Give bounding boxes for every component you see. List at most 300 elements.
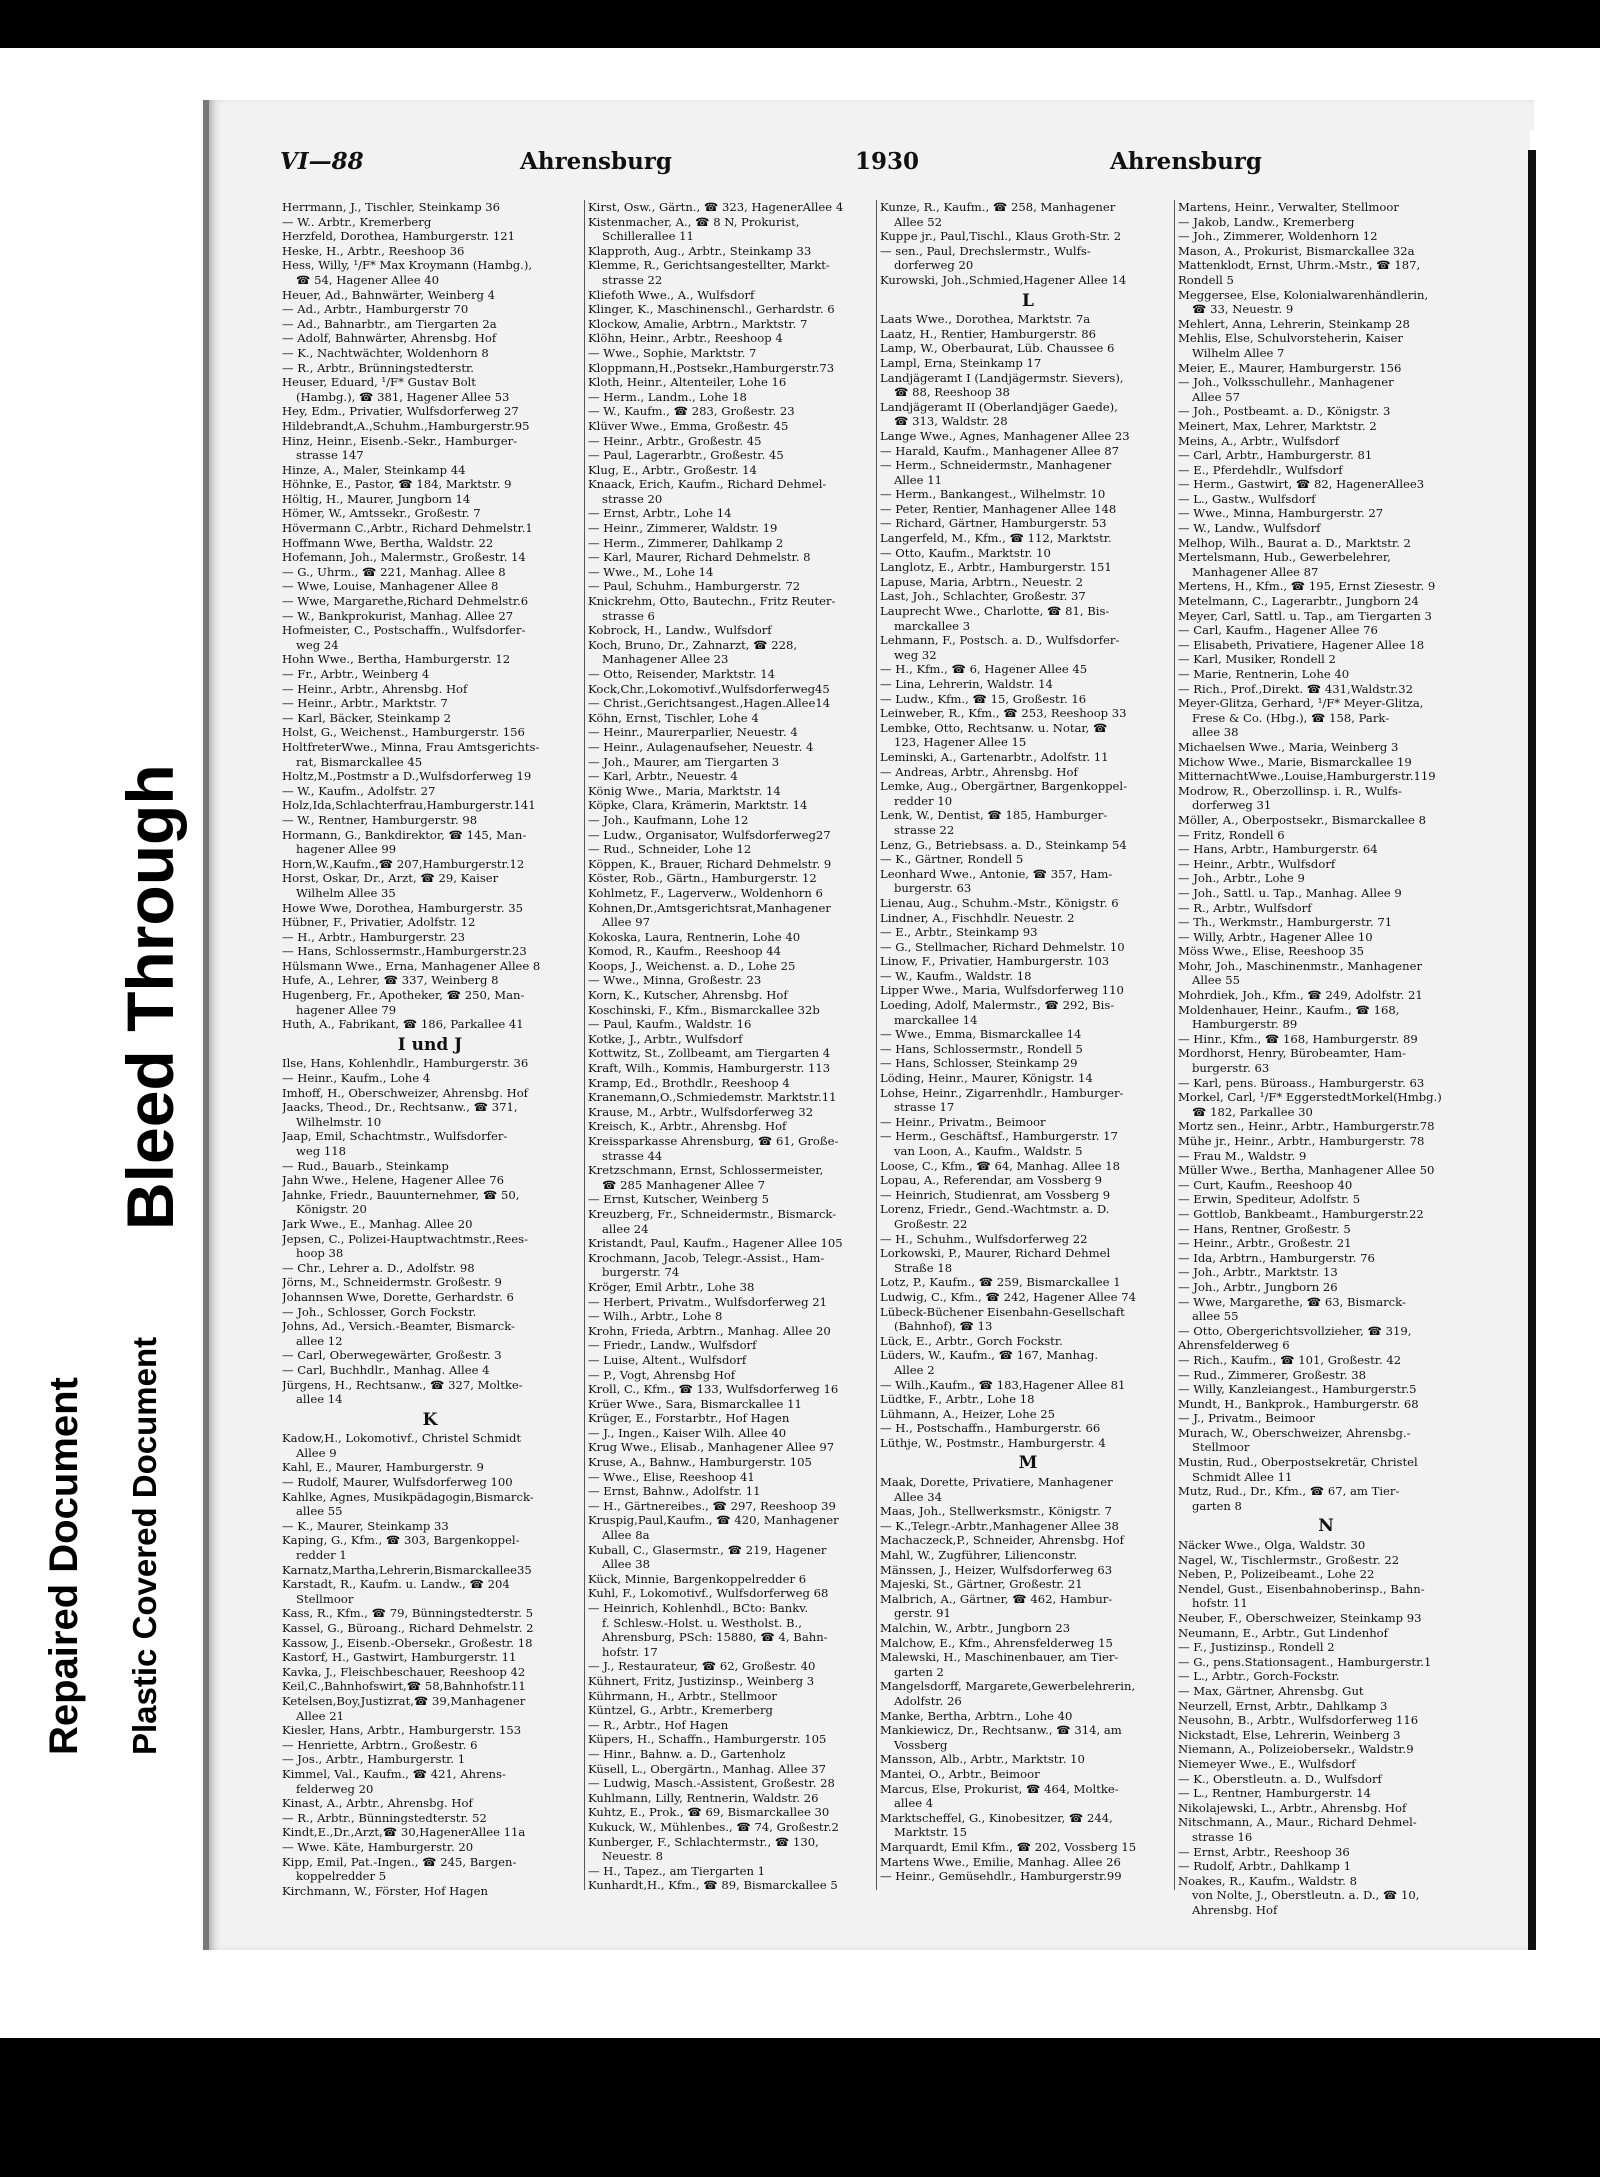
directory-entry: Lenk, W., Dentist, ☎ 185, Hamburger-: [880, 808, 1108, 823]
directory-entry: Johannsen Wwe, Dorette, Gerhardstr. 6: [282, 1289, 514, 1304]
section-heading: K: [422, 1409, 438, 1430]
directory-entry: redder 10: [894, 793, 953, 808]
directory-entry: Mohrdiek, Joh., Kfm., ☎ 249, Adolfstr. 21: [1178, 988, 1423, 1003]
directory-entry: — Fr., Arbtr., Weinberg 4: [282, 667, 430, 681]
directory-entry: Jepsen, C., Polizei-Hauptwachtmstr.,Rees-: [282, 1231, 528, 1246]
directory-entry: Königstr. 20: [296, 1202, 367, 1217]
directory-entry: Mutz, Rud., Dr., Kfm., ☎ 67, am Tier-: [1178, 1484, 1400, 1499]
directory-entry: Noakes, R., Kaufm., Waldstr. 8: [1178, 1873, 1357, 1888]
directory-entry: Kuball, C., Glasermstr., ☎ 219, Hagener: [588, 1542, 827, 1557]
directory-entry: Kreisch, K., Arbtr., Ahrensbg. Hof: [588, 1119, 787, 1134]
directory-entry: Leminski, A., Gartenarbtr., Adolfstr. 11: [880, 749, 1109, 764]
directory-entry: — Hans, Arbtr., Hamburgerstr. 64: [1178, 842, 1378, 857]
directory-entry: hagener Allee 99: [296, 842, 397, 857]
directory-entry: Meyer, Carl, Sattl. u. Tap., am Tiergarten 3: [1178, 608, 1432, 623]
directory-entry: Majeski, St., Gärtner, Großestr. 21: [880, 1577, 1083, 1592]
directory-entry: Wilhelm Allee 35: [296, 885, 396, 900]
directory-entry: Klemme, R., Gerichtsangestellter, Markt-: [588, 258, 830, 273]
directory-entry: Herrmann, J., Tischler, Steinkamp 36: [282, 200, 501, 214]
directory-entry: Mankiewicz, Dr., Rechtsanw., ☎ 314, am: [880, 1723, 1122, 1738]
directory-entry: f. Schlesw.-Holst. u. Westholst. B.,: [602, 1615, 802, 1630]
page-gutter: [1528, 150, 1536, 1950]
directory-entry: — Peter, Rentier, Manhagener Allee 148: [880, 501, 1117, 516]
directory-entry: Neurzell, Ernst, Arbtr., Dahlkamp 3: [1178, 1698, 1388, 1713]
directory-entry: — Rud., Schneider, Lohe 12: [588, 842, 752, 857]
directory-entry: Kotke, J., Arbtr., Wulfsdorf: [588, 1031, 743, 1046]
directory-entry: Kunberger, F., Schlachtermstr., ☎ 130,: [588, 1834, 819, 1849]
directory-entry: Adolfstr. 26: [894, 1693, 962, 1708]
directory-entry: — Th., Werkmstr., Hamburgerstr. 71: [1178, 915, 1393, 930]
directory-entry: Wilhelm Allee 7: [1192, 345, 1285, 360]
directory-entry: Hormann, G., Bankdirektor, ☎ 145, Man-: [282, 827, 527, 842]
directory-entry: Kaping, G., Kfm., ☎ 303, Bargenkoppel-: [282, 1533, 520, 1548]
directory-entry: — H., Kfm., ☎ 6, Hagener Allee 45: [880, 662, 1088, 677]
directory-entry: — Hans, Schlosser, Steinkamp 29: [880, 1056, 1078, 1071]
directory-entry: — Christ.,Gerichtsangest.,Hagen.Allee14: [588, 696, 831, 711]
directory-entry: — Rud., Bauarb., Steinkamp: [282, 1158, 449, 1173]
directory-entry: Köpke, Clara, Krämerin, Marktstr. 14: [588, 798, 808, 813]
directory-entry: Kuppe jr., Paul,Tischl., Klaus Groth-Str. 2: [880, 229, 1122, 244]
directory-entry: Metelmann, C., Lagerarbtr., Jungborn 24: [1178, 594, 1419, 609]
directory-entry: Murach, W., Oberschweizer, Ahrensbg.-: [1178, 1425, 1411, 1440]
directory-entry: Klüver Wwe., Emma, Großestr. 45: [588, 418, 789, 433]
directory-entry: Kurowski, Joh.,Schmied,Hagener Allee 14: [880, 272, 1127, 287]
directory-entry: Mehlis, Else, Schulvorsteherin, Kaiser: [1178, 331, 1403, 346]
directory-entry: Mertens, H., Kfm., ☎ 195, Ernst Ziesestr. 9: [1178, 579, 1436, 594]
directory-entry: — H., Schuhm., Wulfsdorferweg 22: [880, 1231, 1088, 1246]
directory-entry: — W., Rentner, Hamburgerstr. 98: [282, 812, 478, 827]
directory-entry: — Heinr., Kaufm., Lohe 4: [282, 1071, 431, 1086]
directory-entry: Lauprecht Wwe., Charlotte, ☎ 81, Bis-: [880, 604, 1110, 619]
directory-entry: — Karl, Maurer, Richard Dehmelstr. 8: [588, 550, 811, 565]
directory-entry: Kreissparkasse Ahrensburg, ☎ 61, Große-: [588, 1134, 839, 1148]
directory-entry: Lipper Wwe., Maria, Wulfsdorferweg 110: [880, 983, 1124, 998]
plastic-covered-label: Plastic Covered Document: [126, 1336, 163, 1755]
directory-entry: — G., Stellmacher, Richard Dehmelstr. 10: [880, 939, 1125, 954]
directory-entry: Höhnke, E., Pastor, ☎ 184, Marktstr. 9: [282, 477, 512, 492]
directory-entry: Maas, Joh., Stellwerksmstr., Königstr. 7: [880, 1504, 1112, 1519]
directory-entry: allee 55: [1192, 1309, 1239, 1324]
directory-entry: Jaap, Emil, Schachtmstr., Wulfsdorfer-: [282, 1129, 508, 1144]
directory-entry: Kloppmann,H.,Postsekr.,Hamburgerstr.73: [588, 360, 835, 375]
directory-entry: Kahl, E., Maurer, Hamburgerstr. 9: [282, 1460, 484, 1475]
directory-entry: Lück, E., Arbtr., Gorch Fockstr.: [880, 1333, 1063, 1348]
directory-entry: gerstr. 91: [894, 1606, 951, 1621]
directory-entry: Korn, K., Kutscher, Ahrensbg. Hof: [588, 988, 788, 1003]
directory-entry: — H., Postschaffn., Hamburgerstr. 66: [880, 1421, 1101, 1436]
directory-entry: Morkel, Carl, ¹/F* EggerstedtMorkel(Hmbg.): [1178, 1090, 1442, 1105]
directory-entry: — Lina, Lehrerin, Waldstr. 14: [880, 677, 1053, 691]
directory-entry: hofstr. 17: [602, 1644, 658, 1659]
directory-entry: allee 12: [296, 1333, 343, 1348]
directory-entry: Allee 57: [1192, 389, 1240, 404]
directory-entry: Langlotz, E., Arbtr., Hamburgerstr. 151: [880, 560, 1112, 575]
directory-entry: strasse 44: [602, 1148, 663, 1163]
directory-entry: Kuhlmann, Lilly, Rentnerin, Waldstr. 26: [588, 1790, 819, 1805]
directory-entry: Allee 9: [296, 1445, 337, 1460]
directory-column-4: [1178, 200, 1474, 1917]
directory-entry: Kindt,E.,Dr.,Arzt,☎ 30,HagenerAllee 11a: [282, 1825, 526, 1840]
directory-entry: — Heinr., Arbtr., Wulfsdorf: [1178, 856, 1336, 871]
directory-entry: Nagel, W., Tischlermstr., Großestr. 22: [1178, 1552, 1400, 1567]
directory-entry: — Chr., Lehrer a. D., Adolfstr. 98: [282, 1260, 475, 1275]
directory-entry: redder 1: [296, 1548, 347, 1563]
directory-entry: — Hans, Schlossermstr., Rondell 5: [880, 1041, 1083, 1056]
directory-entry: — Heinr., Arbtr., Ahrensbg. Hof: [282, 681, 468, 696]
directory-entry: — Carl, Kaufm., Hagener Allee 76: [1178, 623, 1378, 638]
directory-entry: Loeding, Adolf, Malermstr., ☎ 292, Bis-: [880, 998, 1115, 1013]
directory-entry: burgerstr. 74: [602, 1265, 680, 1280]
directory-entry: Neuber, F., Oberschweizer, Steinkamp 93: [1178, 1611, 1422, 1625]
directory-entry: Kavka, J., Fleischbeschauer, Reeshoop 42: [282, 1664, 526, 1679]
directory-entry: — Wwe, Louise, Manhagener Allee 8: [282, 579, 499, 594]
directory-entry: Holst, G., Weichenst., Hamburgerstr. 156: [282, 725, 525, 740]
directory-entry: Mühe jr., Heinr., Arbtr., Hamburgerstr. 78: [1178, 1134, 1425, 1148]
directory-entry: — Herm., Zimmerer, Dahlkamp 2: [588, 535, 784, 550]
directory-entry: Mortz sen., Heinr., Arbtr., Hamburgerstr.78: [1178, 1119, 1435, 1134]
directory-entry: Mason, A., Prokurist, Bismarckallee 32a: [1178, 243, 1415, 258]
directory-entry: — Wwe., Elise, Reeshoop 41: [588, 1469, 755, 1484]
directory-entry: Kliefoth Wwe., A., Wulfsdorf: [588, 287, 755, 302]
directory-entry: Linow, F., Privatier, Hamburgerstr. 103: [880, 954, 1110, 969]
directory-entry: Kistenmacher, A., ☎ 8 N, Prokurist,: [588, 214, 800, 229]
directory-entry: — J., Privatm., Beimoor: [1178, 1411, 1315, 1426]
directory-entry: Hey, Edm., Privatier, Wulfsdorferweg 27: [282, 404, 519, 419]
directory-entry: Möss Wwe., Elise, Reeshoop 35: [1178, 944, 1364, 959]
directory-entry: Hohn Wwe., Bertha, Hamburgerstr. 12: [282, 652, 511, 667]
directory-entry: Kraft, Wilh., Kommis, Hamburgerstr. 113: [588, 1061, 831, 1076]
directory-entry: 123, Hagener Allee 15: [894, 735, 1027, 750]
directory-entry: Neben, P., Polizeibeamt., Lohe 22: [1178, 1567, 1375, 1582]
directory-entry: Lembke, Otto, Rechtsanw. u. Notar, ☎: [880, 720, 1108, 735]
directory-entry: Kottwitz, St., Zollbeamt, am Tiergarten 4: [588, 1046, 831, 1061]
directory-entry: Frese & Co. (Hbg.), ☎ 158, Park-: [1192, 710, 1390, 725]
header-city-left: Ahrensburg: [520, 148, 672, 175]
directory-entry: Marktstr. 15: [894, 1825, 968, 1840]
directory-entry: Lemke, Aug., Obergärtner, Bargenkoppel-: [880, 779, 1128, 794]
directory-entry: — Karl, Musiker, Rondell 2: [1178, 652, 1336, 667]
directory-entry: ☎ 182, Parkallee 30: [1192, 1104, 1313, 1119]
directory-entry: Marquardt, Emil Kfm., ☎ 202, Vossberg 15: [880, 1839, 1137, 1854]
directory-entry: Lapuse, Maria, Arbtrn., Neuestr. 2: [880, 574, 1084, 589]
directory-entry: — Otto, Kaufm., Marktstr. 10: [880, 545, 1051, 560]
directory-entry: Lamp, W., Oberbaurat, Lüb. Chaussee 6: [880, 341, 1115, 356]
directory-entry: Hoffmann Wwe, Bertha, Waldstr. 22: [282, 535, 494, 550]
directory-entry: Lohse, Heinr., Zigarrenhdlr., Hamburger-: [880, 1085, 1124, 1100]
directory-entry: Ahrensbg. Hof: [1192, 1902, 1278, 1917]
directory-entry: Michow Wwe., Marie, Bismarckallee 19: [1178, 754, 1412, 769]
directory-entry: — Joh., Sattl. u. Tap., Manhag. Allee 9: [1178, 885, 1402, 900]
directory-entry: — Erwin, Spediteur, Adolfstr. 5: [1178, 1192, 1361, 1207]
directory-entry: Machaczeck,P., Schneider, Ahrensbg. Hof: [880, 1533, 1124, 1548]
directory-entry: — Heinr., Gemüsehdlr., Hamburgerstr.99: [880, 1869, 1122, 1884]
directory-entry: — Curt, Kaufm., Reeshoop 40: [1178, 1177, 1353, 1192]
directory-entry: — Wilh., Arbtr., Lohe 8: [588, 1309, 723, 1324]
directory-entry: Neuestr. 8: [602, 1849, 663, 1864]
directory-entry: Jürgens, H., Rechtsanw., ☎ 327, Moltke-: [282, 1377, 523, 1392]
directory-entry: Krüger, E., Forstarbtr., Hof Hagen: [588, 1411, 790, 1426]
header-city-right: Ahrensburg: [1110, 148, 1262, 175]
bleed-through-label: Bleed Through: [113, 764, 187, 1230]
directory-entry: Jahnke, Friedr., Bauunternehmer, ☎ 50,: [282, 1187, 520, 1202]
directory-entry: Jörns, M., Schneidermstr. Großestr. 9: [282, 1275, 502, 1290]
directory-entry: Kührmann, H., Arbtr., Stellmoor: [588, 1688, 777, 1703]
directory-entry: Mänssen, J., Heizer, Wulfsdorferweg 63: [880, 1562, 1113, 1577]
directory-entry: Kruse, A., Bahnw., Hamburgerstr. 105: [588, 1455, 812, 1470]
directory-entry: strasse 20: [602, 491, 663, 506]
directory-entry: — Heinr., Zimmerer, Waldstr. 19: [588, 521, 778, 536]
directory-entry: Lübeck-Büchener Eisenbahn-Gesellschaft: [880, 1304, 1125, 1319]
directory-entry: Maak, Dorette, Privatiere, Manhagener: [880, 1475, 1113, 1490]
directory-entry: Hinze, A., Maler, Steinkamp 44: [282, 462, 466, 477]
directory-entry: — Carl, Oberwegewärter, Großestr. 3: [282, 1348, 502, 1363]
directory-entry: ☎ 313, Waldstr. 28: [894, 414, 1008, 429]
directory-entry: Meins, A., Arbtr., Wulfsdorf: [1178, 433, 1340, 448]
directory-entry: — Paul, Schuhm., Hamburgerstr. 72: [588, 579, 801, 594]
directory-entry: Neusohn, B., Arbtr., Wulfsdorferweg 116: [1178, 1713, 1419, 1728]
directory-entry: Allee 38: [602, 1557, 650, 1572]
directory-entry: König Wwe., Maria, Marktstr. 14: [588, 783, 781, 798]
directory-entry: — Joh., Kaufmann, Lohe 12: [588, 812, 749, 827]
section-heading: N: [1318, 1516, 1334, 1537]
directory-entry: — Joh., Schlosser, Gorch Fockstr.: [282, 1304, 477, 1319]
page-number: VI—88: [280, 148, 364, 175]
directory-entry: Martens Wwe., Emilie, Manhag. Allee 26: [880, 1854, 1121, 1869]
directory-entry: Imhoff, H., Oberschweizer, Ahrensbg. Hof: [282, 1085, 528, 1100]
directory-entry: Kokoska, Laura, Rentnerin, Lohe 40: [588, 929, 801, 944]
directory-entry: Stellmoor: [296, 1591, 354, 1606]
directory-entry: Karnatz,Martha,Lehrerin,Bismarckallee35: [282, 1562, 532, 1577]
directory-entry: — Max, Gärtner, Ahrensbg. Gut: [1178, 1683, 1364, 1698]
directory-entry: — Wwe, Margarethe,Richard Dehmelstr.6: [282, 594, 529, 609]
directory-entry: — Herbert, Privatm., Wulfsdorferweg 21: [588, 1294, 828, 1309]
directory-entry: Marktscheffel, G., Kinobesitzer, ☎ 244,: [880, 1810, 1113, 1825]
directory-entry: Küsell, L., Obergärtn., Manhag. Allee 37: [588, 1761, 826, 1776]
directory-entry: Kristandt, Paul, Kaufm., Hagener Allee 105: [588, 1236, 843, 1251]
directory-entry: weg 32: [894, 647, 937, 662]
directory-entry: — Richard, Gärtner, Hamburgerstr. 53: [880, 516, 1107, 531]
directory-entry: Höltig, H., Maurer, Jungborn 14: [282, 491, 471, 506]
directory-entry: (Hambg.), ☎ 381, Hagener Allee 53: [296, 389, 510, 404]
directory-entry: Leonhard Wwe., Antonie, ☎ 357, Ham-: [880, 866, 1113, 881]
directory-entry: — Heinr., Arbtr., Großestr. 45: [588, 433, 762, 448]
directory-entry: Lange Wwe., Agnes, Manhagener Allee 23: [880, 428, 1130, 443]
directory-entry: Niemann, A., Polizeiobersekr., Waldstr.9: [1178, 1742, 1414, 1757]
directory-entry: Kassow, J., Eisenb.-Obersekr., Großestr. 18: [282, 1635, 533, 1650]
directory-entry: Herzfeld, Dorothea, Hamburgerstr. 121: [282, 229, 515, 244]
directory-entry: Hövermann C.,Arbtr., Richard Dehmelstr.1: [282, 521, 533, 536]
directory-entry: strasse 22: [894, 822, 955, 837]
directory-entry: — W., Bankprokurist, Manhag. Allee 27: [282, 608, 514, 623]
directory-entry: (Bahnhof), ☎ 13: [894, 1319, 993, 1334]
directory-entry: Kirchmann, W., Förster, Hof Hagen: [282, 1883, 488, 1898]
directory-entry: Köster, Rob., Gärtn., Hamburgerstr. 12: [588, 871, 817, 886]
directory-entry: — Rudolf, Maurer, Wulfsdorferweg 100: [282, 1475, 513, 1490]
directory-entry: — E., Pferdehdlr., Wulfsdorf: [1178, 462, 1343, 477]
directory-entry: strasse 147: [296, 448, 364, 463]
directory-entry: Kastorf, H., Gastwirt, Hamburgerstr. 11: [282, 1650, 517, 1665]
directory-entry: Kramp, Ed., Brothdlr., Reeshoop 4: [588, 1075, 790, 1090]
directory-column-1: [282, 200, 578, 1898]
directory-entry: marckallee 14: [894, 1012, 978, 1027]
directory-entry: — Joh., Arbtr., Lohe 9: [1178, 871, 1305, 886]
directory-entry: Kinast, A., Arbtr., Ahrensbg. Hof: [282, 1796, 473, 1811]
directory-entry: Kuhl, F., Lokomotivf., Wulfsdorferweg 68: [588, 1586, 829, 1601]
directory-entry: — Joh., Postbeamt. a. D., Königstr. 3: [1178, 404, 1391, 419]
directory-entry: strasse 6: [602, 608, 655, 623]
directory-entry: Kröger, Emil Arbtr., Lohe 38: [588, 1279, 755, 1294]
directory-entry: Krohn, Frieda, Arbtrn., Manhag. Allee 20: [588, 1323, 831, 1338]
directory-entry: Mundt, H., Bankprok., Hamburgerstr. 68: [1178, 1396, 1419, 1411]
directory-entry: Näcker Wwe., Olga, Waldstr. 30: [1178, 1538, 1366, 1553]
directory-entry: Lenz, G., Betriebsass. a. D., Steinkamp 54: [880, 837, 1127, 852]
directory-entry: Meier, E., Maurer, Hamburgerstr. 156: [1178, 360, 1402, 375]
section-heading: M: [1018, 1453, 1038, 1474]
directory-entry: — Karl, Bäcker, Steinkamp 2: [282, 710, 451, 725]
directory-entry: Klöhn, Heinr., Arbtr., Reeshoop 4: [588, 331, 783, 346]
directory-entry: Lampl, Erna, Steinkamp 17: [880, 355, 1042, 370]
directory-entry: Allee 97: [602, 915, 650, 930]
directory-entry: — Hinr., Kfm., ☎ 168, Hamburgerstr. 89: [1178, 1031, 1418, 1046]
directory-entry: Großestr. 22: [894, 1216, 968, 1231]
directory-entry: Manhagener Allee 23: [602, 652, 729, 667]
directory-entry: — Ernst, Kutscher, Weinberg 5: [588, 1192, 769, 1207]
directory-entry: garten 2: [894, 1664, 944, 1679]
directory-entry: — Heinr., Maurerparlier, Neuestr. 4: [588, 725, 798, 740]
directory-entry: Keil,C.,Bahnhofswirt,☎ 58,Bahnhofstr.11: [282, 1679, 526, 1694]
directory-entry: Niemeyer Wwe., E., Wulfsdorf: [1178, 1756, 1356, 1771]
directory-entry: — Friedr., Landw., Wulfsdorf: [588, 1338, 757, 1353]
directory-entry: strasse 16: [1192, 1829, 1253, 1844]
directory-entry: allee 14: [296, 1392, 343, 1407]
directory-column-2: [588, 200, 884, 1893]
directory-entry: marckallee 3: [894, 618, 971, 633]
directory-entry: HoltfreterWwe., Minna, Frau Amtsgerichts-: [282, 739, 540, 754]
directory-entry: Heske, H., Arbtr., Reeshoop 36: [282, 243, 465, 258]
directory-entry: — Otto, Obergerichtsvollzieher, ☎ 319,: [1178, 1323, 1412, 1338]
directory-entry: Allee 34: [894, 1489, 942, 1504]
directory-entry: — E., Arbtr., Steinkamp 93: [880, 925, 1038, 940]
directory-entry: Stellmoor: [1192, 1440, 1250, 1455]
directory-entry: — Heinr., Arbtr., Großestr. 21: [1178, 1236, 1352, 1251]
directory-entry: Kobrock, H., Landw., Wulfsdorf: [588, 623, 772, 638]
directory-entry: Kroll, C., Kfm., ☎ 133, Wulfsdorferweg 16: [588, 1382, 839, 1397]
header-year: 1930: [855, 148, 920, 175]
directory-entry: Lienau, Aug., Schuhm.-Mstr., Königstr. 6: [880, 895, 1119, 910]
directory-entry: weg 118: [296, 1144, 347, 1158]
directory-entry: — Rich., Kaufm., ☎ 101, Großestr. 42: [1178, 1352, 1402, 1367]
directory-entry: strasse 22: [602, 272, 663, 287]
directory-entry: — Herm., Landm., Lohe 18: [588, 389, 747, 404]
directory-entry: Krause, M., Arbtr., Wulfsdorferweg 32: [588, 1104, 814, 1119]
repaired-document-label: Repaired Document: [42, 1377, 86, 1755]
directory-entry: — K., Maurer, Steinkamp 33: [282, 1518, 449, 1533]
directory-entry: — Carl, Buchhdlr., Manhag. Allee 4: [282, 1362, 490, 1377]
directory-entry: — Henriette, Arbtrn., Großestr. 6: [282, 1737, 478, 1752]
directory-entry: Hess, Willy, ¹/F* Max Kroymann (Hambg.),: [282, 258, 533, 273]
directory-entry: Kassel, G., Büroang., Richard Dehmelstr. 2: [282, 1621, 534, 1635]
directory-entry: Klockow, Amalie, Arbtrn., Marktstr. 7: [588, 316, 808, 331]
directory-entry: allee 24: [602, 1221, 649, 1236]
directory-entry: — Karl, pens. Büroass., Hamburgerstr. 63: [1178, 1075, 1425, 1090]
directory-entry: — Ernst, Bahnw., Adolfstr. 11: [588, 1484, 761, 1499]
directory-entry: — Ludw., Kfm., ☎ 15, Großestr. 16: [880, 691, 1087, 706]
directory-entry: — P., Vogt, Ahrensbg Hof: [588, 1367, 736, 1382]
directory-entry: Manke, Bertha, Arbtrn., Lohe 40: [880, 1708, 1073, 1723]
directory-entry: — Wwe., Minna, Großestr. 23: [588, 973, 762, 988]
directory-entry: — H., Gärtnereibes., ☎ 297, Reeshoop 39: [588, 1498, 836, 1513]
directory-entry: Malewski, H., Maschinenbauer, am Tier-: [880, 1650, 1119, 1665]
directory-entry: — Ad., Bahnarbtr., am Tiergarten 2a: [282, 316, 497, 331]
directory-entry: — Hinr., Bahnw. a. D., Gartenholz: [588, 1746, 786, 1761]
directory-entry: Ahrensburg, PSch: 15880, ☎ 4, Bahn-: [602, 1630, 828, 1645]
directory-entry: Modrow, R., Oberzollinsp. i. R., Wulfs-: [1178, 783, 1402, 798]
directory-entry: — Fritz, Rondell 6: [1178, 827, 1285, 842]
directory-entry: — Heinr., Arbtr., Marktstr. 7: [282, 696, 448, 711]
directory-entry: — Paul, Lagerarbtr., Großestr. 45: [588, 448, 784, 463]
directory-entry: Kirst, Osw., Gärtn., ☎ 323, HagenerAllee 4: [588, 200, 844, 214]
directory-entry: Kunhardt,H., Kfm., ☎ 89, Bismarckallee 5: [588, 1878, 838, 1893]
directory-entry: Koschinski, F., Kfm., Bismarckallee 32b: [588, 1002, 820, 1017]
directory-entry: Mansson, Alb., Arbtr., Marktstr. 10: [880, 1752, 1085, 1767]
directory-entry: — W., Landw., Wulfsdorf: [1178, 521, 1321, 536]
directory-entry: Löding, Heinr., Maurer, Königstr. 14: [880, 1071, 1093, 1086]
directory-entry: rat, Bismarckallee 45: [296, 754, 423, 769]
directory-entry: strasse 17: [894, 1100, 955, 1115]
directory-entry: Mustin, Rud., Oberpostsekretär, Christel: [1178, 1455, 1418, 1470]
directory-entry: Koops, J., Weichenst. a. D., Lohe 25: [588, 958, 796, 973]
directory-entry: Kunze, R., Kaufm., ☎ 258, Manhagener: [880, 200, 1116, 214]
directory-entry: Laats Wwe., Dorothea, Marktstr. 7a: [880, 312, 1091, 327]
directory-entry: Allee 8a: [602, 1528, 650, 1543]
directory-entry: Jahn Wwe., Helene, Hagener Allee 76: [282, 1173, 504, 1188]
directory-entry: Kohlmetz, F., Lagerverw., Woldenhorn 6: [588, 885, 823, 900]
directory-entry: Straße 18: [894, 1260, 953, 1275]
directory-entry: — W.. Arbtr., Kremerberg: [282, 214, 432, 229]
directory-entry: Schmidt Allee 11: [1192, 1469, 1293, 1484]
directory-entry: — Gottlob, Bankbeamt., Hamburgerstr.22: [1178, 1206, 1424, 1221]
directory-entry: Holz,Ida,Schlachterfrau,Hamburgerstr.141: [282, 798, 536, 813]
directory-entry: Leinweber, R., Kfm., ☎ 253, Reeshoop 33: [880, 706, 1127, 721]
directory-entry: Moldenhauer, Heinr., Kaufm., ☎ 168,: [1178, 1002, 1400, 1017]
directory-entry: Mertelsmann, Hub., Gewerbelehrer,: [1178, 550, 1391, 565]
directory-entry: — Herm., Schneidermstr., Manhagener: [880, 458, 1112, 473]
directory-entry: Heuer, Ad., Bahnwärter, Weinberg 4: [282, 287, 496, 302]
directory-entry: — Wwe, Margarethe, ☎ 63, Bismarck-: [1178, 1294, 1406, 1309]
directory-entry: — Karl, Arbtr., Neuestr. 4: [588, 769, 738, 784]
directory-entry: Hufe, A., Lehrer, ☎ 337, Weinberg 8: [282, 973, 499, 988]
directory-entry: — Ludwig, Masch.-Assistent, Großestr. 28: [588, 1776, 835, 1791]
directory-entry: — K.,Telegr.-Arbtr.,Manhagener Allee 38: [880, 1518, 1119, 1533]
directory-entry: — Joh., Arbtr., Marktstr. 13: [1178, 1265, 1338, 1280]
directory-entry: — Wwe., Sophie, Marktstr. 7: [588, 345, 757, 360]
directory-entry: Koch, Bruno, Dr., Zahnarzt, ☎ 228,: [588, 637, 798, 652]
directory-entry: — Jakob, Landw., Kremerberg: [1178, 214, 1355, 229]
directory-entry: — Ad., Arbtr., Hamburgerstr 70: [282, 302, 469, 317]
directory-entry: — Wwe., Emma, Bismarckallee 14: [880, 1027, 1082, 1042]
directory-entry: hagener Allee 79: [296, 1002, 397, 1017]
directory-entry: Nendel, Gust., Eisenbahnoberinsp., Bahn-: [1178, 1581, 1425, 1596]
directory-entry: Hülsmann Wwe., Erna, Manhagener Allee 8: [282, 958, 541, 973]
directory-entry: Ludwig, C., Kfm., ☎ 242, Hagener Allee 74: [880, 1289, 1136, 1304]
directory-entry: Kukuck, W., Mühlenbes., ☎ 74, Großestr.2: [588, 1819, 839, 1834]
directory-entry: — Hans, Rentner, Großestr. 5: [1178, 1221, 1351, 1236]
directory-entry: MitternachtWwe.,Louise,Hamburgerstr.119: [1178, 769, 1436, 784]
directory-entry: — K., Nachtwächter, Woldenhorn 8: [282, 345, 489, 360]
directory-entry: Schillerallee 11: [602, 229, 694, 244]
directory-entry: dorferweg 20: [894, 258, 974, 273]
directory-entry: — L., Gastw., Wulfsdorf: [1178, 491, 1316, 506]
